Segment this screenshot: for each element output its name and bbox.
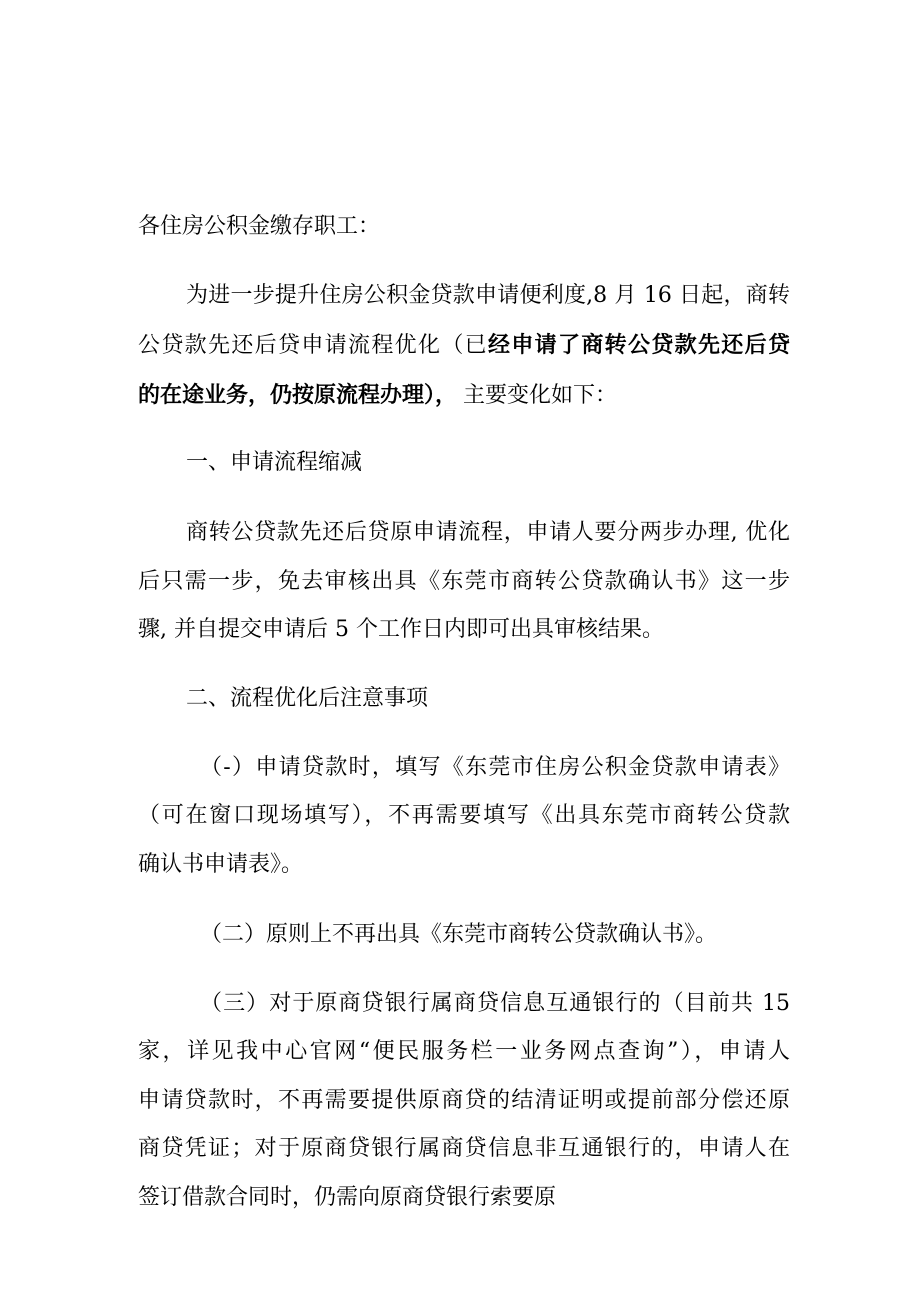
item-3-line-4: 商贷凭证；对于原商贷银行属商贷信息非互通银行的，申请人在 <box>138 1136 790 1161</box>
intro-line-2 <box>138 330 790 361</box>
intro-line-2-bold: 经申请了商转公贷款先还后贷 <box>487 332 790 358</box>
section-1-heading: 一、申请流程缩减 <box>186 450 363 475</box>
section-2-heading: 二、流程优化后注意事项 <box>186 686 429 711</box>
intro-line-2-normal: 公贷款先还后贷申请流程优化（已 <box>138 333 488 358</box>
item-1-line-2: （可在窗口现场填写），不再需要填写《出具东莞市商转公贷款 <box>138 803 790 828</box>
salutation: 各住房公积金缴存职工： <box>138 214 381 239</box>
item-3-line-5: 签订借款合同时，仍需向原商贷银行索要原 <box>138 1185 557 1210</box>
item-1-line-3: 确认书申请表》。 <box>138 852 304 877</box>
section-1-line-1: 商转公贷款先还后贷原申请流程，申请人要分两步办理, 优化 <box>186 520 790 545</box>
item-1-line-1: （-）申请贷款时，填写《东莞市住房公积金贷款申请表》 <box>200 755 790 780</box>
intro-line-3-bold: 的在途业务，仍按原流程办理）， <box>138 382 458 408</box>
intro-line-3 <box>138 380 617 411</box>
intro-line-3-normal: 主要变化如下： <box>463 383 618 408</box>
item-3-line-3: 申请贷款时，不再需要提供原商贷的结清证明或提前部分偿还原 <box>138 1088 790 1113</box>
intro-line-1: 为进一步提升住房公积金贷款申请便利度,8 月 16 日起，商转 <box>186 283 790 308</box>
section-1-line-3: 骤, 并自提交申请后 5 个工作日内即可出具审核结果。 <box>138 617 664 642</box>
item-3-line-1: （三）对于原商贷银行属商贷信息互通银行的（目前共 15 <box>200 991 790 1016</box>
item-3-line-2: 家，详见我中心官网“便民服务栏一业务网点查询”），申请人 <box>138 1039 790 1064</box>
item-2-line-1: （二）原则上不再出具《东莞市商转公贷款确认书》。 <box>200 922 718 947</box>
section-1-line-2: 后只需一步，免去审核出具《东莞市商转公贷款确认书》这一步 <box>138 569 790 594</box>
